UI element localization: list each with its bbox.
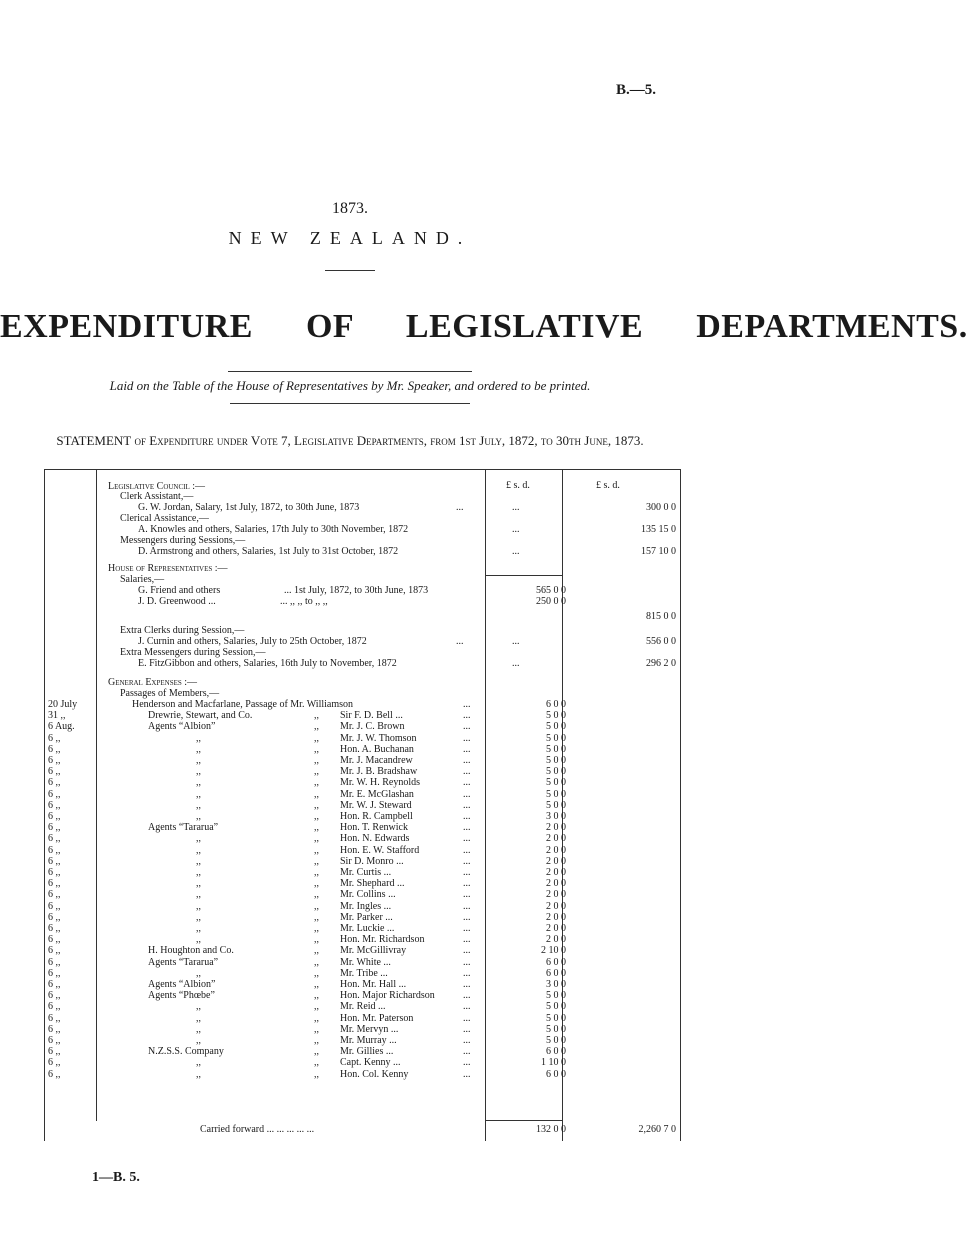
amount-col1: ... bbox=[512, 658, 520, 669]
passage-payee: ,, bbox=[196, 867, 201, 878]
passage-date: 20 July bbox=[48, 699, 78, 710]
passage-date: 6 Aug. bbox=[48, 721, 75, 733]
passage-payee: ,, bbox=[196, 878, 201, 890]
leader-dots: ... bbox=[463, 867, 471, 878]
ditto-mark: ,, bbox=[314, 967, 319, 979]
amount-col1: 565 0 0 bbox=[536, 585, 566, 596]
council-line: Clerk Assistant,— bbox=[120, 491, 194, 502]
passage-amount: 3 0 0 bbox=[546, 811, 566, 822]
passage-member: Mr. Parker ... bbox=[340, 911, 393, 923]
leader-dots: ... bbox=[463, 990, 471, 1002]
ditto-mark: ,, bbox=[314, 979, 319, 990]
ditto-mark: ,, bbox=[314, 755, 319, 766]
ditto-mark: ,, bbox=[314, 889, 319, 901]
passage-payee: Henderson and Macfarlane, Passage of Mr. Williamson bbox=[132, 699, 354, 710]
passage-member: Mr. E. McGlashan bbox=[340, 788, 414, 800]
council-line: A. Knowles and others, Salaries, 17th July to 30th November, 1872 bbox=[138, 524, 409, 535]
amount-col1: ... bbox=[512, 636, 520, 647]
passage-member: Mr. Mervyn ... bbox=[340, 1023, 399, 1035]
carried-forward-col1: 132 0 0 bbox=[536, 1124, 566, 1135]
table-row bbox=[0, 744, 700, 755]
passage-amount: 5 0 0 bbox=[546, 1012, 566, 1024]
carried-forward-label: Carried forward ... ... ... ... ... bbox=[200, 1124, 315, 1135]
page-reference: B.—5. bbox=[615, 82, 656, 98]
passage-member: Hon. R. Campbell bbox=[340, 811, 413, 822]
leader-dots: ... bbox=[463, 1046, 471, 1058]
leader-dots: ... bbox=[463, 799, 471, 811]
table-top-rule bbox=[44, 469, 680, 470]
leader-dots: ... bbox=[463, 788, 471, 800]
passage-member: Mr. W. H. Reynolds bbox=[340, 777, 421, 789]
footer-code: 1—B. 5. bbox=[92, 1170, 140, 1185]
ditto-mark: ,, bbox=[314, 934, 319, 946]
passage-payee: ,, bbox=[196, 777, 201, 789]
amount-col2: 300 0 0 bbox=[646, 502, 676, 513]
leader-dots: ... bbox=[463, 833, 471, 845]
passage-date: 6 ,, bbox=[48, 833, 61, 845]
ditto-mark: ,, bbox=[314, 855, 319, 867]
leader-dots: ... bbox=[456, 636, 464, 647]
table-row bbox=[0, 699, 700, 710]
table-row bbox=[0, 867, 700, 878]
table-row bbox=[0, 766, 700, 777]
table-row bbox=[0, 811, 700, 822]
leader-dots: ... bbox=[463, 732, 471, 744]
country-heading: NEW ZEALAND. bbox=[228, 228, 472, 248]
table-row bbox=[0, 945, 700, 956]
passage-member: Hon. T. Renwick bbox=[340, 822, 408, 834]
passage-payee: ,, bbox=[196, 889, 201, 901]
passage-member: Mr. Collins ... bbox=[340, 889, 396, 901]
leader-dots: ... bbox=[463, 923, 471, 934]
ditto-mark: ,, bbox=[314, 1023, 319, 1035]
ditto-mark: ,, bbox=[314, 945, 319, 957]
passage-payee: ,, bbox=[196, 1023, 201, 1035]
passage-date: 6 ,, bbox=[48, 900, 61, 912]
passage-amount: 5 0 0 bbox=[546, 721, 566, 733]
passage-payee: ,, bbox=[196, 833, 201, 845]
passage-amount: 6 0 0 bbox=[546, 699, 566, 710]
passage-amount: 5 0 0 bbox=[546, 766, 566, 778]
passage-member: Mr. Murray ... bbox=[340, 1035, 397, 1046]
passage-member: Mr. Ingles ... bbox=[340, 900, 392, 912]
table-row bbox=[0, 979, 700, 990]
leader-dots: ... bbox=[463, 967, 471, 979]
council-line: G. W. Jordan, Salary, 1st July, 1872, to 30th June, 1873 bbox=[138, 502, 360, 513]
passage-payee: ,, bbox=[196, 766, 201, 778]
table-row bbox=[0, 789, 700, 800]
amount-col1: ... bbox=[512, 524, 520, 535]
leader-dots: ... bbox=[463, 755, 471, 766]
council-line: Messengers during Sessions,— bbox=[120, 535, 246, 546]
divider bbox=[325, 270, 375, 271]
passage-payee: ,, bbox=[196, 1001, 201, 1013]
passage-date: 6 ,, bbox=[48, 1001, 61, 1013]
statement-body: of Expenditure under Vote 7, Legislative Departments, from 1st July, 1872, to 30th June, 1873. bbox=[131, 433, 644, 448]
ditto-mark: ,, bbox=[314, 1012, 319, 1024]
passage-member: Sir D. Monro ... bbox=[340, 855, 404, 867]
passage-member: Mr. McGillivray bbox=[340, 945, 407, 957]
house-line: ... 1st July, 1872, to 30th June, 1873 bbox=[284, 585, 429, 596]
table-row bbox=[0, 923, 700, 934]
leader-dots: ... bbox=[463, 1023, 471, 1035]
amount-col1: ... bbox=[512, 546, 520, 557]
passage-amount: 5 0 0 bbox=[546, 1001, 566, 1013]
table-row bbox=[0, 755, 700, 766]
passage-date: 6 ,, bbox=[48, 1035, 61, 1046]
table-row bbox=[0, 822, 700, 833]
passage-date: 6 ,, bbox=[48, 788, 61, 800]
table-row bbox=[0, 901, 700, 912]
table-row bbox=[0, 856, 700, 867]
passage-payee: ,, bbox=[196, 799, 201, 811]
passage-amount: 2 0 0 bbox=[546, 867, 566, 878]
leader-dots: ... bbox=[463, 956, 471, 968]
passage-amount: 5 0 0 bbox=[546, 799, 566, 811]
leader-dots: ... bbox=[463, 743, 471, 755]
leader-dots: ... bbox=[463, 844, 471, 856]
leader-dots: ... bbox=[463, 979, 471, 990]
leader-dots: ... bbox=[463, 822, 471, 834]
passage-amount: 2 0 0 bbox=[546, 923, 566, 934]
passage-payee: N.Z.S.S. Company bbox=[148, 1046, 224, 1058]
leader-dots: ... bbox=[463, 911, 471, 923]
passage-member: Mr. J. W. Thomson bbox=[340, 732, 417, 744]
passage-date: 6 ,, bbox=[48, 777, 61, 789]
table-row bbox=[0, 1024, 700, 1035]
passage-payee: ,, bbox=[196, 844, 201, 856]
passage-member: Hon. A. Buchanan bbox=[340, 743, 414, 755]
table-row bbox=[0, 1046, 700, 1057]
ditto-mark: ,, bbox=[314, 777, 319, 789]
table-row bbox=[0, 1035, 700, 1046]
passage-date: 6 ,, bbox=[48, 743, 61, 755]
passage-amount: 5 0 0 bbox=[546, 990, 566, 1002]
table-row bbox=[0, 800, 700, 811]
table-row bbox=[0, 833, 700, 844]
passage-member: Hon. Mr. Hall ... bbox=[340, 979, 407, 990]
ditto-mark: ,, bbox=[314, 867, 319, 878]
council-line: Clerical Assistance,— bbox=[120, 513, 209, 524]
passage-payee: Agents “Albion” bbox=[148, 979, 216, 990]
leader-dots: ... bbox=[463, 1068, 471, 1080]
table-row bbox=[0, 710, 700, 721]
passage-date: 6 ,, bbox=[48, 889, 61, 901]
leader-dots: ... bbox=[456, 502, 464, 513]
subtotal-rule bbox=[486, 575, 562, 576]
passage-member: Mr. J. C. Brown bbox=[340, 721, 405, 733]
table-row bbox=[0, 845, 700, 856]
passage-payee: ,, bbox=[196, 1035, 201, 1046]
ditto-mark: ,, bbox=[314, 766, 319, 778]
passage-date: 6 ,, bbox=[48, 878, 61, 890]
ditto-mark: ,, bbox=[314, 799, 319, 811]
table-row bbox=[0, 889, 700, 900]
general-line: Passages of Members,— bbox=[120, 688, 220, 699]
passage-date: 6 ,, bbox=[48, 732, 61, 744]
passage-member: Mr. W. J. Steward bbox=[340, 799, 412, 811]
amount-col1: 250 0 0 bbox=[536, 596, 566, 607]
ditto-mark: ,, bbox=[314, 956, 319, 968]
table-row bbox=[0, 957, 700, 968]
passage-amount: 3 0 0 bbox=[546, 979, 566, 990]
leader-dots: ... bbox=[463, 878, 471, 890]
ditto-mark: ,, bbox=[314, 990, 319, 1002]
passage-date: 6 ,, bbox=[48, 911, 61, 923]
leader-dots: ... bbox=[463, 721, 471, 733]
passage-member: Mr. Reid ... bbox=[340, 1001, 386, 1013]
amount-col2: 157 10 0 bbox=[641, 546, 676, 557]
passage-member: Sir F. D. Bell ... bbox=[340, 710, 403, 722]
table-row bbox=[0, 777, 700, 788]
passage-member: Capt. Kenny ... bbox=[340, 1057, 401, 1069]
passage-date: 6 ,, bbox=[48, 822, 61, 834]
passage-amount: 5 0 0 bbox=[546, 755, 566, 766]
passage-amount: 5 0 0 bbox=[546, 1035, 566, 1046]
ditto-mark: ,, bbox=[314, 1035, 319, 1046]
passage-amount: 6 0 0 bbox=[546, 967, 566, 979]
table-row bbox=[0, 1057, 700, 1068]
passage-payee: ,, bbox=[196, 855, 201, 867]
leader-dots: ... bbox=[463, 777, 471, 789]
house-line: Salaries,— bbox=[120, 574, 165, 585]
table-row bbox=[0, 990, 700, 1001]
passage-amount: 2 0 0 bbox=[546, 934, 566, 946]
ditto-mark: ,, bbox=[314, 822, 319, 834]
ditto-mark: ,, bbox=[314, 844, 319, 856]
council-heading: Legislative Council :— bbox=[108, 481, 206, 492]
passage-amount: 6 0 0 bbox=[546, 956, 566, 968]
ditto-mark: ,, bbox=[314, 911, 319, 923]
amount-col2: 556 0 0 bbox=[646, 636, 676, 647]
passage-amount: 2 0 0 bbox=[546, 822, 566, 834]
passage-date: 6 ,, bbox=[48, 956, 61, 968]
passage-member: Hon. Major Richardson bbox=[340, 990, 435, 1002]
leader-dots: ... bbox=[463, 699, 471, 710]
leader-dots: ... bbox=[463, 934, 471, 946]
leader-dots: ... bbox=[463, 710, 471, 722]
passage-member: Hon. Col. Kenny bbox=[340, 1068, 409, 1080]
table-row bbox=[0, 878, 700, 889]
ditto-mark: ,, bbox=[314, 878, 319, 890]
leader-dots: ... bbox=[463, 945, 471, 957]
leader-dots: ... bbox=[463, 1057, 471, 1069]
general-heading: General Expenses :— bbox=[108, 677, 198, 688]
column-one-header: £ s. d. bbox=[506, 480, 530, 491]
passage-member: Hon. N. Edwards bbox=[340, 833, 410, 845]
passage-payee: ,, bbox=[196, 811, 201, 822]
ditto-mark: ,, bbox=[314, 788, 319, 800]
leader-dots: ... bbox=[463, 1035, 471, 1046]
passage-date: 31 ,, bbox=[48, 710, 66, 722]
amount-col2: 296 2 0 bbox=[646, 658, 676, 669]
passage-date: 6 ,, bbox=[48, 1012, 61, 1024]
council-line: D. Armstrong and others, Salaries, 1st July to 31st October, 1872 bbox=[138, 546, 399, 557]
passage-payee: ,, bbox=[196, 1068, 201, 1080]
divider bbox=[230, 403, 470, 404]
document-title: EXPENDITURE OF LEGISLATIVE DEPARTMENTS. bbox=[0, 308, 968, 345]
house-line: Extra Clerks during Session,— bbox=[120, 625, 245, 636]
leader-dots: ... bbox=[463, 900, 471, 912]
table-row bbox=[0, 968, 700, 979]
passage-amount: 5 0 0 bbox=[546, 788, 566, 800]
passage-date: 6 ,, bbox=[48, 1057, 61, 1069]
passage-payee: ,, bbox=[196, 911, 201, 923]
column-two-header: £ s. d. bbox=[596, 480, 620, 491]
passage-amount: 5 0 0 bbox=[546, 710, 566, 722]
passage-member: Mr. Gillies ... bbox=[340, 1046, 394, 1058]
passage-amount: 1 10 0 bbox=[541, 1057, 566, 1069]
table-row bbox=[0, 1013, 700, 1024]
laid-on-table-note: Laid on the Table of the House of Representatives by Mr. Speaker, and ordered to be printed. bbox=[109, 378, 591, 393]
passage-date: 6 ,, bbox=[48, 967, 61, 979]
passage-payee: Agents “Phœbe” bbox=[148, 990, 215, 1002]
passage-payee: Drewrie, Stewart, and Co. bbox=[148, 710, 253, 722]
passage-date: 6 ,, bbox=[48, 1068, 61, 1080]
table-row bbox=[0, 1001, 700, 1012]
table-row bbox=[0, 721, 700, 732]
passage-amount: 6 0 0 bbox=[546, 1068, 566, 1080]
house-line: G. Friend and others bbox=[138, 585, 221, 596]
total-rule bbox=[486, 1120, 562, 1121]
amount-col2: 135 15 0 bbox=[641, 524, 676, 535]
passage-amount: 2 0 0 bbox=[546, 855, 566, 867]
ditto-mark: ,, bbox=[314, 721, 319, 733]
house-line: ... ,, ,, to ,, ,, bbox=[280, 596, 328, 607]
passage-amount: 5 0 0 bbox=[546, 743, 566, 755]
passage-payee: ,, bbox=[196, 743, 201, 755]
passage-date: 6 ,, bbox=[48, 755, 61, 766]
passage-date: 6 ,, bbox=[48, 799, 61, 811]
passage-date: 6 ,, bbox=[48, 934, 61, 946]
passage-date: 6 ,, bbox=[48, 979, 61, 990]
passage-date: 6 ,, bbox=[48, 844, 61, 856]
passage-payee: ,, bbox=[196, 967, 201, 979]
statement-lead: STATEMENT bbox=[56, 433, 132, 448]
passage-date: 6 ,, bbox=[48, 1023, 61, 1035]
passage-amount: 2 0 0 bbox=[546, 911, 566, 923]
passage-payee: H. Houghton and Co. bbox=[148, 945, 234, 957]
passage-amount: 6 0 0 bbox=[546, 1046, 566, 1058]
house-line: Extra Messengers during Session,— bbox=[120, 647, 266, 658]
passage-date: 6 ,, bbox=[48, 990, 61, 1002]
passage-member: Mr. Shephard ... bbox=[340, 878, 405, 890]
passage-payee: ,, bbox=[196, 1012, 201, 1024]
passage-amount: 2 0 0 bbox=[546, 844, 566, 856]
amount-col1: ... bbox=[512, 502, 520, 513]
passage-amount: 2 0 0 bbox=[546, 900, 566, 912]
passage-date: 6 ,, bbox=[48, 855, 61, 867]
passage-amount: 5 0 0 bbox=[546, 1023, 566, 1035]
passage-member: Hon. E. W. Stafford bbox=[340, 844, 420, 856]
passage-member: Hon. Mr. Richardson bbox=[340, 934, 425, 946]
passage-payee: Agents “Tararua” bbox=[148, 956, 219, 968]
leader-dots: ... bbox=[463, 1001, 471, 1013]
passage-amount: 2 10 0 bbox=[541, 945, 566, 957]
leader-dots: ... bbox=[463, 855, 471, 867]
ditto-mark: ,, bbox=[314, 1057, 319, 1069]
leader-dots: ... bbox=[463, 811, 471, 822]
passage-date: 6 ,, bbox=[48, 867, 61, 878]
passage-member: Mr. J. Macandrew bbox=[340, 755, 413, 766]
passage-date: 6 ,, bbox=[48, 1046, 61, 1058]
document-year: 1873. bbox=[332, 200, 368, 217]
ditto-mark: ,, bbox=[314, 1068, 319, 1080]
passage-date: 6 ,, bbox=[48, 811, 61, 822]
passage-payee: ,, bbox=[196, 900, 201, 912]
passage-member: Hon. Mr. Paterson bbox=[340, 1012, 414, 1024]
passage-amount: 2 0 0 bbox=[546, 889, 566, 901]
passage-date: 6 ,, bbox=[48, 945, 61, 957]
ditto-mark: ,, bbox=[314, 811, 319, 822]
passage-member: Mr. White ... bbox=[340, 956, 391, 968]
ditto-mark: ,, bbox=[314, 710, 319, 722]
ditto-mark: ,, bbox=[314, 833, 319, 845]
passage-payee: ,, bbox=[196, 788, 201, 800]
ditto-mark: ,, bbox=[314, 1046, 319, 1058]
carried-forward-col2: 2,260 7 0 bbox=[638, 1124, 676, 1135]
leader-dots: ... bbox=[463, 1012, 471, 1024]
passage-member: Mr. Luckie ... bbox=[340, 923, 395, 934]
ditto-mark: ,, bbox=[314, 1001, 319, 1013]
passage-member: Mr. J. B. Bradshaw bbox=[340, 766, 418, 778]
passage-payee: ,, bbox=[196, 755, 201, 766]
passage-member: Mr. Tribe ... bbox=[340, 967, 388, 979]
passage-date: 6 ,, bbox=[48, 923, 61, 934]
passage-member: Mr. Curtis ... bbox=[340, 867, 392, 878]
leader-dots: ... bbox=[463, 889, 471, 901]
passage-payee: ,, bbox=[196, 934, 201, 946]
table-row bbox=[0, 1069, 700, 1080]
divider bbox=[228, 371, 472, 372]
ditto-mark: ,, bbox=[314, 743, 319, 755]
passage-payee: Agents “Albion” bbox=[148, 721, 216, 733]
house-line: J. Curnin and others, Salaries, July to 25th October, 1872 bbox=[138, 636, 367, 647]
passage-amount: 2 0 0 bbox=[546, 878, 566, 890]
passage-payee: ,, bbox=[196, 923, 201, 934]
table-row bbox=[0, 733, 700, 744]
ditto-mark: ,, bbox=[314, 923, 319, 934]
house-line: J. D. Greenwood ... bbox=[138, 596, 216, 607]
passage-payee: ,, bbox=[196, 732, 201, 744]
table-row bbox=[0, 934, 700, 945]
passage-payee: Agents “Tararua” bbox=[148, 822, 219, 834]
leader-dots: ... bbox=[463, 766, 471, 778]
passage-payee: ,, bbox=[196, 1057, 201, 1069]
passage-amount: 5 0 0 bbox=[546, 777, 566, 789]
passage-date: 6 ,, bbox=[48, 766, 61, 778]
passage-amount: 5 0 0 bbox=[546, 732, 566, 744]
ditto-mark: ,, bbox=[314, 900, 319, 912]
passage-amount: 2 0 0 bbox=[546, 833, 566, 845]
house-line: E. FitzGibbon and others, Salaries, 16th July to November, 1872 bbox=[138, 658, 397, 669]
statement-heading bbox=[30, 433, 670, 449]
ditto-mark: ,, bbox=[314, 732, 319, 744]
house-heading: House of Representatives :— bbox=[108, 563, 228, 574]
table-row bbox=[0, 912, 700, 923]
house-subtotal: 815 0 0 bbox=[646, 611, 676, 622]
